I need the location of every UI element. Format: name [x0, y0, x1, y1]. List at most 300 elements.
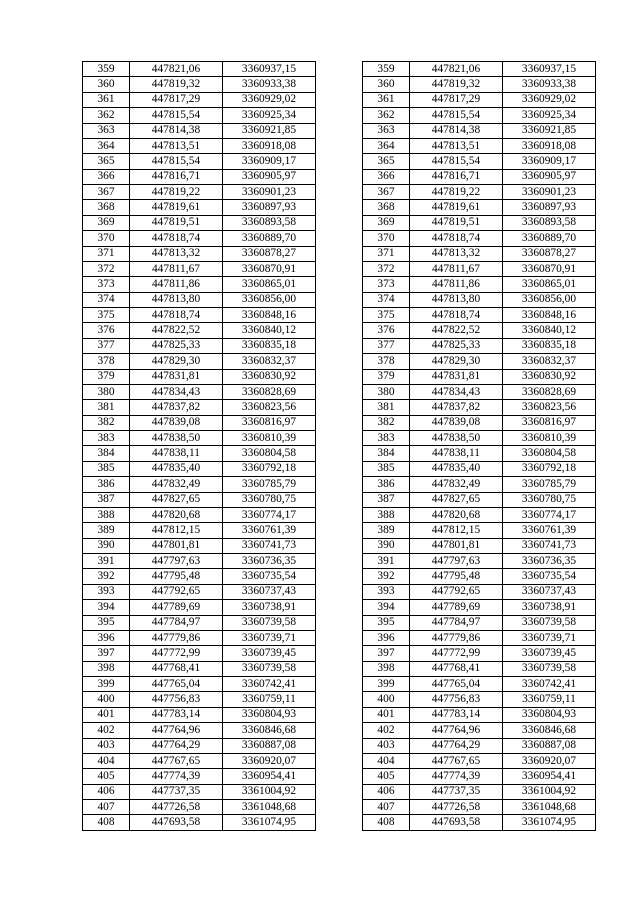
x-coordinate-cell: 447832,49 [409, 477, 502, 492]
point-number-cell: 402 [362, 723, 409, 738]
point-number-cell: 404 [83, 753, 130, 768]
y-coordinate-cell: 3360887,08 [502, 738, 595, 753]
x-coordinate-cell: 447815,54 [409, 108, 502, 123]
y-coordinate-cell: 3360792,18 [222, 461, 315, 476]
y-coordinate-cell: 3360739,58 [502, 661, 595, 676]
point-number-cell: 390 [83, 538, 130, 553]
y-coordinate-cell: 3360889,70 [222, 231, 315, 246]
point-number-cell: 386 [362, 477, 409, 492]
y-coordinate-cell: 3360870,91 [222, 261, 315, 276]
point-number-cell: 408 [83, 815, 130, 830]
coordinates-table-body [83, 62, 596, 831]
y-coordinate-cell: 3360739,45 [222, 646, 315, 661]
table-row [83, 277, 596, 292]
y-coordinate-cell: 3360830,92 [222, 369, 315, 384]
x-coordinate-cell: 447811,86 [409, 277, 502, 292]
y-coordinate-cell: 3360774,17 [502, 507, 595, 522]
y-coordinate-cell: 3360878,27 [222, 246, 315, 261]
y-coordinate-cell: 3360929,02 [502, 92, 595, 107]
column-gap-cell [315, 384, 362, 399]
column-gap-cell [315, 569, 362, 584]
y-coordinate-cell: 3360920,07 [502, 753, 595, 768]
x-coordinate-cell: 447815,54 [409, 154, 502, 169]
x-coordinate-cell: 447813,51 [409, 138, 502, 153]
y-coordinate-cell: 3360870,91 [502, 261, 595, 276]
column-gap-cell [315, 400, 362, 415]
point-number-cell: 408 [362, 815, 409, 830]
point-number-cell: 360 [83, 77, 130, 92]
x-coordinate-cell: 447797,63 [130, 554, 223, 569]
column-gap-cell [315, 215, 362, 230]
point-number-cell: 379 [362, 369, 409, 384]
y-coordinate-cell: 3360735,54 [222, 569, 315, 584]
point-number-cell: 378 [83, 354, 130, 369]
point-number-cell: 366 [83, 169, 130, 184]
point-number-cell: 372 [362, 261, 409, 276]
table-row [83, 400, 596, 415]
point-number-cell: 370 [83, 231, 130, 246]
y-coordinate-cell: 3360832,37 [222, 354, 315, 369]
y-coordinate-cell: 3360887,08 [222, 738, 315, 753]
y-coordinate-cell: 3360905,97 [222, 169, 315, 184]
y-coordinate-cell: 3360921,85 [222, 123, 315, 138]
y-coordinate-cell: 3360741,73 [222, 538, 315, 553]
point-number-cell: 368 [83, 200, 130, 215]
point-number-cell: 373 [362, 277, 409, 292]
point-number-cell: 387 [83, 492, 130, 507]
point-number-cell: 397 [83, 646, 130, 661]
x-coordinate-cell: 447768,41 [130, 661, 223, 676]
point-number-cell: 359 [362, 62, 409, 77]
x-coordinate-cell: 447767,65 [130, 753, 223, 768]
point-number-cell: 384 [362, 446, 409, 461]
point-number-cell: 398 [83, 661, 130, 676]
table-row [83, 538, 596, 553]
point-number-cell: 395 [83, 615, 130, 630]
column-gap-cell [315, 261, 362, 276]
y-coordinate-cell: 3360893,58 [222, 215, 315, 230]
y-coordinate-cell: 3360742,41 [222, 677, 315, 692]
point-number-cell: 385 [362, 461, 409, 476]
column-gap-cell [315, 707, 362, 722]
x-coordinate-cell: 447815,54 [130, 108, 223, 123]
y-coordinate-cell: 3361074,95 [222, 815, 315, 830]
column-gap-cell [315, 538, 362, 553]
y-coordinate-cell: 3360909,17 [502, 154, 595, 169]
y-coordinate-cell: 3360865,01 [222, 277, 315, 292]
point-number-cell: 407 [362, 800, 409, 815]
table-row [83, 707, 596, 722]
point-number-cell: 376 [362, 323, 409, 338]
y-coordinate-cell: 3360739,71 [222, 630, 315, 645]
point-number-cell: 400 [83, 692, 130, 707]
table-row [83, 185, 596, 200]
column-gap-cell [315, 461, 362, 476]
x-coordinate-cell: 447816,71 [130, 169, 223, 184]
table-row [83, 569, 596, 584]
table-row [83, 215, 596, 230]
column-gap-cell [315, 661, 362, 676]
point-number-cell: 380 [362, 384, 409, 399]
point-number-cell: 374 [362, 292, 409, 307]
table-row [83, 615, 596, 630]
point-number-cell: 384 [83, 446, 130, 461]
column-gap-cell [315, 185, 362, 200]
x-coordinate-cell: 447811,67 [130, 261, 223, 276]
x-coordinate-cell: 447737,35 [130, 784, 223, 799]
x-coordinate-cell: 447783,14 [130, 707, 223, 722]
x-coordinate-cell: 447819,51 [130, 215, 223, 230]
point-number-cell: 404 [362, 753, 409, 768]
point-number-cell: 371 [83, 246, 130, 261]
column-gap-cell [315, 554, 362, 569]
x-coordinate-cell: 447764,96 [409, 723, 502, 738]
column-gap-cell [315, 692, 362, 707]
x-coordinate-cell: 447811,86 [130, 277, 223, 292]
y-coordinate-cell: 3360909,17 [222, 154, 315, 169]
column-gap-cell [315, 277, 362, 292]
point-number-cell: 391 [362, 554, 409, 569]
column-gap-cell [315, 492, 362, 507]
x-coordinate-cell: 447837,82 [130, 400, 223, 415]
point-number-cell: 363 [362, 123, 409, 138]
point-number-cell: 383 [83, 431, 130, 446]
x-coordinate-cell: 447820,68 [130, 507, 223, 522]
y-coordinate-cell: 3361074,95 [502, 815, 595, 830]
x-coordinate-cell: 447827,65 [130, 492, 223, 507]
y-coordinate-cell: 3360830,92 [502, 369, 595, 384]
table-row [83, 246, 596, 261]
y-coordinate-cell: 3360804,58 [222, 446, 315, 461]
x-coordinate-cell: 447812,15 [409, 523, 502, 538]
y-coordinate-cell: 3360889,70 [502, 231, 595, 246]
table-row [83, 769, 596, 784]
x-coordinate-cell: 447811,67 [409, 261, 502, 276]
y-coordinate-cell: 3360737,43 [222, 584, 315, 599]
y-coordinate-cell: 3360905,97 [502, 169, 595, 184]
table-row [83, 600, 596, 615]
y-coordinate-cell: 3360929,02 [222, 92, 315, 107]
x-coordinate-cell: 447767,65 [409, 753, 502, 768]
table-row [83, 138, 596, 153]
point-number-cell: 369 [83, 215, 130, 230]
y-coordinate-cell: 3360846,68 [502, 723, 595, 738]
point-number-cell: 364 [83, 138, 130, 153]
column-gap-cell [315, 507, 362, 522]
y-coordinate-cell: 3360954,41 [502, 769, 595, 784]
y-coordinate-cell: 3360893,58 [502, 215, 595, 230]
table-row [83, 554, 596, 569]
point-number-cell: 396 [362, 630, 409, 645]
point-number-cell: 399 [83, 677, 130, 692]
point-number-cell: 407 [83, 800, 130, 815]
point-number-cell: 392 [362, 569, 409, 584]
table-row [83, 738, 596, 753]
x-coordinate-cell: 447819,22 [409, 185, 502, 200]
point-number-cell: 361 [362, 92, 409, 107]
column-gap-cell [315, 369, 362, 384]
y-coordinate-cell: 3360828,69 [222, 384, 315, 399]
column-gap-cell [315, 338, 362, 353]
y-coordinate-cell: 3361048,68 [222, 800, 315, 815]
point-number-cell: 361 [83, 92, 130, 107]
table-row [83, 630, 596, 645]
table-row [83, 646, 596, 661]
x-coordinate-cell: 447834,43 [130, 384, 223, 399]
x-coordinate-cell: 447797,63 [409, 554, 502, 569]
y-coordinate-cell: 3360840,12 [222, 323, 315, 338]
table-row [83, 431, 596, 446]
column-gap-cell [315, 169, 362, 184]
table-row [83, 492, 596, 507]
y-coordinate-cell: 3360738,91 [222, 600, 315, 615]
point-number-cell: 394 [362, 600, 409, 615]
table-row [83, 354, 596, 369]
x-coordinate-cell: 447831,81 [130, 369, 223, 384]
point-number-cell: 396 [83, 630, 130, 645]
x-coordinate-cell: 447837,82 [409, 400, 502, 415]
x-coordinate-cell: 447764,96 [130, 723, 223, 738]
column-gap-cell [315, 138, 362, 153]
x-coordinate-cell: 447815,54 [130, 154, 223, 169]
y-coordinate-cell: 3360736,35 [222, 554, 315, 569]
table-row [83, 154, 596, 169]
column-gap-cell [315, 784, 362, 799]
point-number-cell: 398 [362, 661, 409, 676]
x-coordinate-cell: 447817,29 [409, 92, 502, 107]
x-coordinate-cell: 447819,61 [130, 200, 223, 215]
y-coordinate-cell: 3360918,08 [222, 138, 315, 153]
point-number-cell: 401 [362, 707, 409, 722]
y-coordinate-cell: 3360810,39 [502, 431, 595, 446]
point-number-cell: 362 [362, 108, 409, 123]
point-number-cell: 365 [83, 154, 130, 169]
y-coordinate-cell: 3360954,41 [222, 769, 315, 784]
x-coordinate-cell: 447756,83 [409, 692, 502, 707]
column-gap-cell [315, 92, 362, 107]
y-coordinate-cell: 3360759,11 [502, 692, 595, 707]
y-coordinate-cell: 3360736,35 [502, 554, 595, 569]
point-number-cell: 405 [83, 769, 130, 784]
y-coordinate-cell: 3360785,79 [502, 477, 595, 492]
x-coordinate-cell: 447814,38 [130, 123, 223, 138]
x-coordinate-cell: 447834,43 [409, 384, 502, 399]
x-coordinate-cell: 447838,11 [409, 446, 502, 461]
table-row [83, 231, 596, 246]
x-coordinate-cell: 447765,04 [409, 677, 502, 692]
x-coordinate-cell: 447819,32 [130, 77, 223, 92]
point-number-cell: 375 [83, 308, 130, 323]
x-coordinate-cell: 447779,86 [130, 630, 223, 645]
column-gap-cell [315, 308, 362, 323]
column-gap-cell [315, 723, 362, 738]
point-number-cell: 395 [362, 615, 409, 630]
table-row [83, 77, 596, 92]
table-row [83, 753, 596, 768]
table-row [83, 123, 596, 138]
column-gap-cell [315, 523, 362, 538]
point-number-cell: 386 [83, 477, 130, 492]
column-gap-cell [315, 769, 362, 784]
column-gap-cell [315, 646, 362, 661]
point-number-cell: 381 [362, 400, 409, 415]
x-coordinate-cell: 447835,40 [409, 461, 502, 476]
point-number-cell: 365 [362, 154, 409, 169]
point-number-cell: 374 [83, 292, 130, 307]
column-gap-cell [315, 415, 362, 430]
table-row [83, 92, 596, 107]
point-number-cell: 387 [362, 492, 409, 507]
x-coordinate-cell: 447764,29 [409, 738, 502, 753]
point-number-cell: 376 [83, 323, 130, 338]
x-coordinate-cell: 447765,04 [130, 677, 223, 692]
y-coordinate-cell: 3360856,00 [502, 292, 595, 307]
y-coordinate-cell: 3360856,00 [222, 292, 315, 307]
point-number-cell: 399 [362, 677, 409, 692]
y-coordinate-cell: 3360804,93 [502, 707, 595, 722]
table-row [83, 677, 596, 692]
x-coordinate-cell: 447774,39 [130, 769, 223, 784]
point-number-cell: 388 [362, 507, 409, 522]
table-row [83, 62, 596, 77]
y-coordinate-cell: 3360848,16 [502, 308, 595, 323]
y-coordinate-cell: 3360823,56 [502, 400, 595, 415]
point-number-cell: 377 [362, 338, 409, 353]
x-coordinate-cell: 447764,29 [130, 738, 223, 753]
table-row [83, 384, 596, 399]
x-coordinate-cell: 447693,58 [130, 815, 223, 830]
y-coordinate-cell: 3360780,75 [502, 492, 595, 507]
y-coordinate-cell: 3360897,93 [222, 200, 315, 215]
column-gap-cell [315, 677, 362, 692]
x-coordinate-cell: 447789,69 [130, 600, 223, 615]
x-coordinate-cell: 447829,30 [130, 354, 223, 369]
y-coordinate-cell: 3360761,39 [222, 523, 315, 538]
column-gap-cell [315, 200, 362, 215]
y-coordinate-cell: 3360810,39 [222, 431, 315, 446]
x-coordinate-cell: 447813,80 [130, 292, 223, 307]
x-coordinate-cell: 447819,61 [409, 200, 502, 215]
column-gap-cell [315, 246, 362, 261]
x-coordinate-cell: 447801,81 [409, 538, 502, 553]
y-coordinate-cell: 3360738,91 [502, 600, 595, 615]
x-coordinate-cell: 447819,22 [130, 185, 223, 200]
x-coordinate-cell: 447838,50 [409, 431, 502, 446]
table-row [83, 415, 596, 430]
x-coordinate-cell: 447693,58 [409, 815, 502, 830]
x-coordinate-cell: 447801,81 [130, 538, 223, 553]
table-row [83, 323, 596, 338]
point-number-cell: 393 [83, 584, 130, 599]
y-coordinate-cell: 3360792,18 [502, 461, 595, 476]
point-number-cell: 375 [362, 308, 409, 323]
point-number-cell: 369 [362, 215, 409, 230]
table-row [83, 584, 596, 599]
y-coordinate-cell: 3360761,39 [502, 523, 595, 538]
x-coordinate-cell: 447832,49 [130, 477, 223, 492]
x-coordinate-cell: 447825,33 [409, 338, 502, 353]
x-coordinate-cell: 447783,14 [409, 707, 502, 722]
y-coordinate-cell: 3360901,23 [502, 185, 595, 200]
point-number-cell: 379 [83, 369, 130, 384]
x-coordinate-cell: 447726,58 [130, 800, 223, 815]
x-coordinate-cell: 447839,08 [409, 415, 502, 430]
x-coordinate-cell: 447737,35 [409, 784, 502, 799]
y-coordinate-cell: 3360925,34 [502, 108, 595, 123]
y-coordinate-cell: 3360759,11 [222, 692, 315, 707]
x-coordinate-cell: 447831,81 [409, 369, 502, 384]
point-number-cell: 381 [83, 400, 130, 415]
point-number-cell: 368 [362, 200, 409, 215]
y-coordinate-cell: 3360937,15 [222, 62, 315, 77]
point-number-cell: 373 [83, 277, 130, 292]
x-coordinate-cell: 447821,06 [130, 62, 223, 77]
x-coordinate-cell: 447784,97 [409, 615, 502, 630]
y-coordinate-cell: 3361004,92 [222, 784, 315, 799]
table-row [83, 292, 596, 307]
x-coordinate-cell: 447795,48 [409, 569, 502, 584]
table-row [83, 108, 596, 123]
column-gap-cell [315, 323, 362, 338]
y-coordinate-cell: 3360816,97 [222, 415, 315, 430]
table-row [83, 523, 596, 538]
point-number-cell: 405 [362, 769, 409, 784]
x-coordinate-cell: 447825,33 [130, 338, 223, 353]
column-gap-cell [315, 62, 362, 77]
x-coordinate-cell: 447813,32 [409, 246, 502, 261]
y-coordinate-cell: 3360735,54 [502, 569, 595, 584]
point-number-cell: 378 [362, 354, 409, 369]
column-gap-cell [315, 800, 362, 815]
x-coordinate-cell: 447726,58 [409, 800, 502, 815]
table-row [83, 723, 596, 738]
y-coordinate-cell: 3360921,85 [502, 123, 595, 138]
y-coordinate-cell: 3360937,15 [502, 62, 595, 77]
y-coordinate-cell: 3360742,41 [502, 677, 595, 692]
x-coordinate-cell: 447816,71 [409, 169, 502, 184]
y-coordinate-cell: 3360737,43 [502, 584, 595, 599]
table-row [83, 308, 596, 323]
y-coordinate-cell: 3360897,93 [502, 200, 595, 215]
column-gap-cell [315, 292, 362, 307]
y-coordinate-cell: 3360920,07 [222, 753, 315, 768]
point-number-cell: 360 [362, 77, 409, 92]
x-coordinate-cell: 447822,52 [130, 323, 223, 338]
x-coordinate-cell: 447795,48 [130, 569, 223, 584]
point-number-cell: 406 [83, 784, 130, 799]
coordinates-table [82, 61, 596, 831]
x-coordinate-cell: 447818,74 [409, 308, 502, 323]
point-number-cell: 382 [83, 415, 130, 430]
x-coordinate-cell: 447772,99 [409, 646, 502, 661]
x-coordinate-cell: 447818,74 [130, 231, 223, 246]
point-number-cell: 400 [362, 692, 409, 707]
y-coordinate-cell: 3360846,68 [222, 723, 315, 738]
column-gap-cell [315, 815, 362, 830]
column-gap-cell [315, 77, 362, 92]
point-number-cell: 370 [362, 231, 409, 246]
x-coordinate-cell: 447838,11 [130, 446, 223, 461]
point-number-cell: 403 [362, 738, 409, 753]
point-number-cell: 364 [362, 138, 409, 153]
y-coordinate-cell: 3360774,17 [222, 507, 315, 522]
y-coordinate-cell: 3360739,45 [502, 646, 595, 661]
point-number-cell: 377 [83, 338, 130, 353]
y-coordinate-cell: 3360739,71 [502, 630, 595, 645]
point-number-cell: 372 [83, 261, 130, 276]
y-coordinate-cell: 3360739,58 [502, 615, 595, 630]
x-coordinate-cell: 447812,15 [130, 523, 223, 538]
